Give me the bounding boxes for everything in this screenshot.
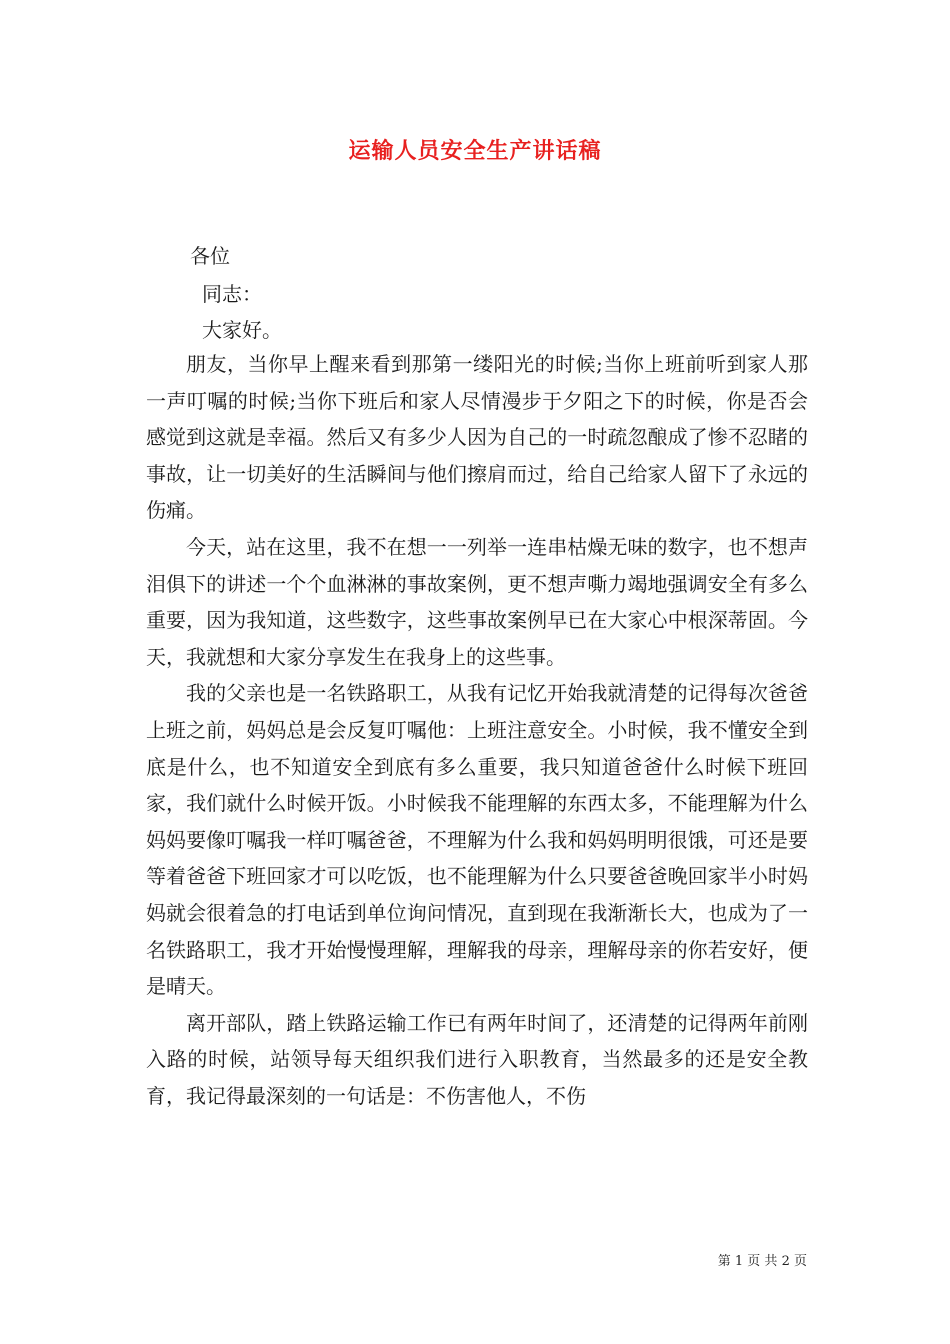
footer-prefix: 第 [717, 1254, 731, 1269]
footer-current-page: 1 [734, 1254, 744, 1269]
document-title: 运输人员安全生产讲话稿 [348, 138, 602, 164]
page-footer [718, 1250, 807, 1269]
paragraph-4: 离开部队，踏上铁路运输工作已有两年时间了，还清楚的记得两年前刚入路的时候，站领导每天组织我们进行入职教育，当然最多的还是安全教育，我记得最深刻的一句话是：不伤害他人，不伤 [146, 1010, 808, 1108]
salutation-line-2: 同志： [202, 282, 262, 306]
paragraph-1: 朋友，当你早上醒来看到那第一缕阳光的时候;当你上班前听到家人那一声叮嘱的时候;当你下班后和家人尽情漫步于夕阳之下的时候，你是否会感觉到这就是幸福。然后又有多少人因为自己的一时疏忽酿成了惨不忍睹的事故，让一切美好的生活瞬间与他们擦肩而过，给自己给家人留下了永远的伤痛。 [146, 352, 808, 523]
salutation-line-1: 各位 [190, 244, 230, 268]
document-body [146, 346, 808, 1114]
salutation-line-3: 大家好。 [202, 318, 282, 342]
paragraph-2: 今天，站在这里，我不在想一一列举一连串枯燥无味的数字，也不想声泪俱下的讲述一个个血淋淋的事故案例，更不想声嘶力竭地强调安全有多么重要，因为我知道，这些数字，这些事故案例早已在大家心中根深蒂固。今天，我就想和大家分享发生在我身上的这些事。 [146, 534, 808, 669]
footer-middle: 页 共 [747, 1254, 778, 1269]
footer-total-pages: 2 [781, 1254, 790, 1269]
paragraph-3: 我的父亲也是一名铁路职工，从我有记忆开始我就清楚的记得每次爸爸上班之前，妈妈总是会反复叮嘱他：上班注意安全。小时候，我不懂安全到底是什么，也不知道安全到底有多么重要，我只知道爸爸什么时候下班回家，我们就什么时候开饭。小时候我不能理解的东西太多，不能理解为什么妈妈要像叮嘱我一样叮嘱爸爸，不理解为什么我和妈妈明明很饿，可还是要等着爸爸下班回家才可以吃饭，也不能理解为什么只要爸爸晚回家半小时妈妈就会很着急的打电话到单位询问情况，直到现在我渐渐长大，也成为了一名铁路职工，我才开始慢慢理解，理解我的母亲，理解母亲的你若安好，便是晴天。 [146, 681, 808, 999]
footer-suffix: 页 [793, 1254, 807, 1269]
